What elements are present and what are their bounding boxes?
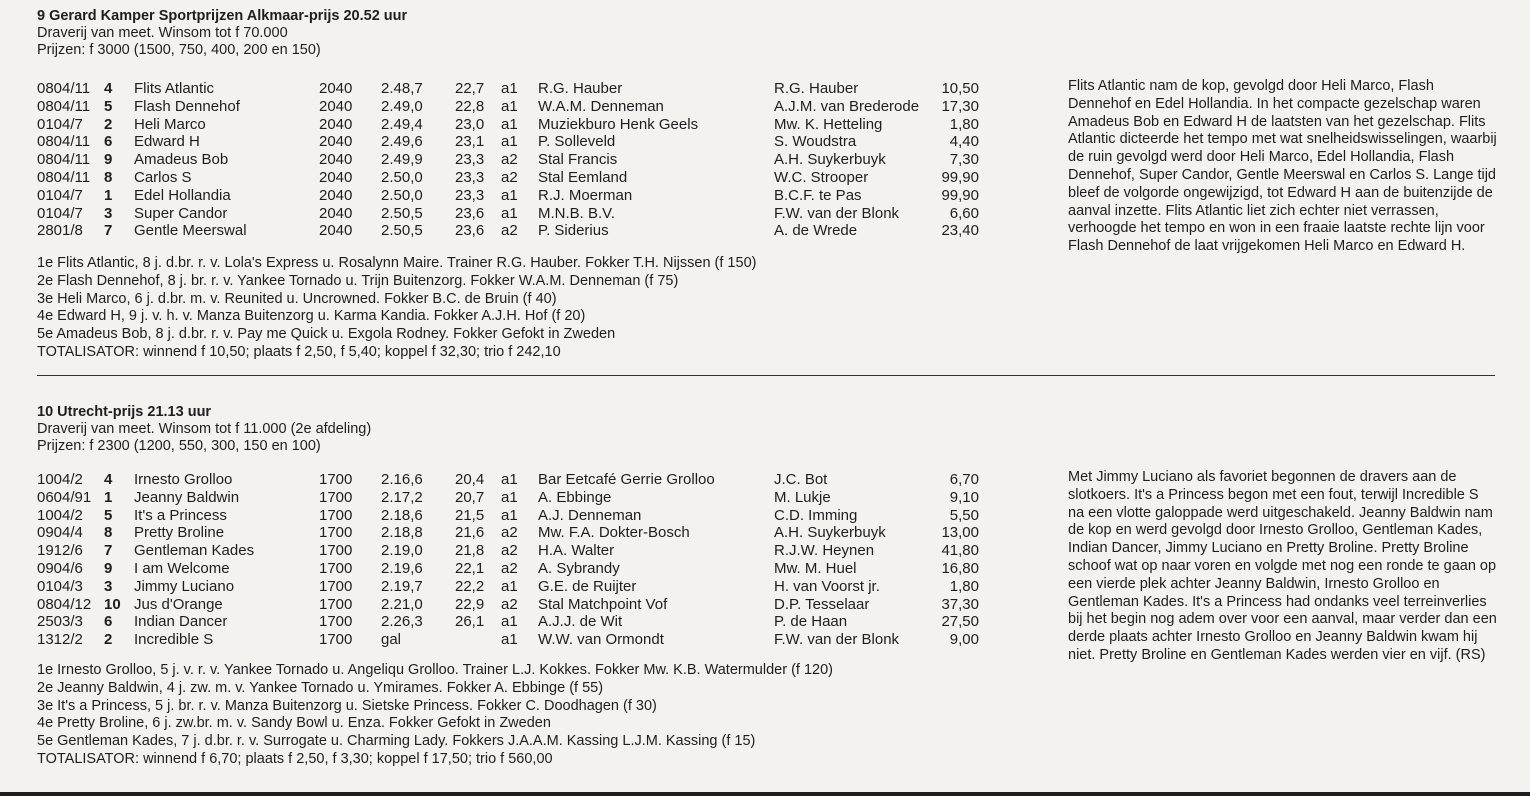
cell-cls: a2 [501,542,518,560]
cell-owner: R.J. Moerman [538,186,633,204]
cell-num: 2 [104,631,113,649]
cell-horse: Jus d'Orange [134,595,223,613]
race-section-9 [37,8,1497,360]
cell-horse: Gentle Meerswal [134,222,247,240]
cell-cls: a2 [501,222,518,240]
cell-code: 0804/11 [37,151,91,169]
cell-horse: Jeanny Baldwin [134,488,240,506]
cell-odds: 1,80 [949,115,979,133]
table-row [37,187,979,205]
table-row [37,151,979,169]
cell-odds: 16,80 [941,559,979,577]
cell-time: 2.49,0 [381,97,423,115]
table-row [37,205,979,223]
result-line: 4e Pretty Broline, 6 j. zw.br. m. v. Sandy Bowl u. Enza. Fokker Gefokt in Zweden [37,715,551,732]
cell-trainer: C.D. Imming [774,506,858,524]
cell-code: 1004/2 [37,506,83,524]
cell-num: 5 [104,97,113,115]
cell-trainer: Mw. M. Huel [774,559,857,577]
cell-trainer: Mw. K. Hetteling [774,115,883,133]
cell-trainer: S. Woudstra [774,133,857,151]
cell-time: 2.16,6 [381,471,423,488]
cell-odds: 1,80 [949,577,979,595]
cell-num: 1 [104,488,113,506]
result-line: 3e It's a Princess, 5 j. br. r. v. Manza Buitenzorg u. Sietske Princess. Fokker C. Doodhagen (f 30) [37,697,657,714]
cell-time: 2.21,0 [381,595,423,613]
cell-dist: 1700 [319,524,353,542]
result-line: TOTALISATOR: winnend f 6,70; plaats f 2,50, f 3,30; koppel f 17,50; trio f 560,00 [37,750,553,767]
cell-dist: 1700 [319,595,353,613]
cell-code: 1912/6 [37,542,83,560]
cell-time: 2.19,0 [381,542,423,560]
page-bottom-edge [0,792,1530,796]
cell-speed: 26,1 [455,613,485,631]
cell-code: 0104/3 [37,577,83,595]
cell-trainer: J.C. Bot [774,471,828,488]
cell-time: 2.49,9 [381,151,423,169]
cell-dist: 2040 [319,97,353,115]
race-conditions: Draverij van meet. Winsom tot f 70.000 [37,25,288,41]
cell-horse: Pretty Broline [134,524,225,542]
cell-owner: W.W. van Ormondt [538,631,664,649]
cell-owner: G.E. de Ruijter [538,577,637,595]
cell-speed: 22,9 [455,595,485,613]
cell-odds: 27,50 [941,613,979,631]
race-commentary: Met Jimmy Luciano als favoriet begonnen de dravers aan de slotkoers. It's a Princess begon met een fout, terwijl Incredible S na een vlotte galoppade werd uitgeschakeld. Jeanny Baldwin nam de kop en werd gevolgd door Irnesto Grolloo, Gentleman Kades, Indian Dancer, Jimmy Luciano en Pretty Broline. Pretty Broline schoof wat op naar voren en volgde met nog een ronde te gaan op een vierde plek achter Jeanny Baldwin, Irnesto Grolloo en Gentleman Kades. It's a Princess had ondanks veel terreinverlies bij het begin nog adem over voor een aanval, maar verder dan een derde plaats achter Irnesto Grolloo en Jeanny Baldwin kwam hij niet. Pretty Broline en Gentleman Kades werden vier en vijf. (RS) [1068,469,1497,663]
cell-horse: Jimmy Luciano [134,577,235,595]
cell-time: 2.48,7 [381,80,423,97]
table-row [37,524,979,542]
cell-owner: A.J. Denneman [538,506,642,524]
cell-dist: 1700 [319,613,353,631]
table-row [37,80,979,98]
cell-num: 10 [104,595,121,613]
table-row [37,631,979,649]
cell-odds: 5,50 [949,506,979,524]
cell-time: 2.19,7 [381,577,423,595]
cell-trainer: M. Lukje [774,488,831,506]
cell-owner: W.A.M. Denneman [538,97,664,115]
cell-trainer: A.H. Suykerbuyk [774,151,886,169]
result-line: 1e Irnesto Grolloo, 5 j. v. r. v. Yankee Tornado u. Angeliqu Grolloo. Trainer L.J. Kokkes. Fokker Mw. K.B. Watermulder (f 120) [37,662,833,678]
cell-speed: 23,1 [455,133,485,151]
cell-owner: Stal Eemland [538,168,628,186]
cell-cls: a1 [501,631,518,649]
cell-code: 0804/11 [37,97,91,115]
cell-owner: R.G. Hauber [538,80,623,97]
cell-dist: 2040 [319,115,353,133]
cell-cls: a2 [501,151,518,169]
cell-horse: Heli Marco [134,115,206,133]
cell-dist: 1700 [319,471,353,488]
cell-trainer: F.W. van der Blonk [774,631,900,649]
cell-horse: Gentleman Kades [134,542,255,560]
race-title: 9 Gerard Kamper Sportprijzen Alkmaar-prijs 20.52 uur [37,8,408,24]
cell-speed: 23,3 [455,186,485,204]
cell-dist: 2040 [319,186,353,204]
cell-code: 2801/8 [37,222,83,240]
cell-trainer: F.W. van der Blonk [774,204,900,222]
cell-dist: 1700 [319,577,353,595]
cell-cls: a2 [501,524,518,542]
cell-odds: 9,00 [949,631,979,649]
race-prizes: Prijzen: f 2300 (1200, 550, 300, 150 en 100) [37,437,321,454]
cell-code: 1312/2 [37,631,83,649]
cell-speed: 22,1 [455,559,485,577]
cell-num: 9 [104,559,113,577]
result-line: 4e Edward H, 9 j. v. h. v. Manza Buitenzorg u. Karma Kandia. Fokker A.J.H. Hof (f 20) [37,308,586,325]
cell-code: 0104/7 [37,204,83,222]
cell-cls: a2 [501,559,518,577]
cell-odds: 4,40 [949,133,979,151]
cell-horse: Flash Dennehof [134,97,240,115]
cell-code: 0104/7 [37,115,83,133]
cell-trainer: R.G. Hauber [774,80,859,97]
cell-dist: 2040 [319,204,353,222]
table-row [37,471,979,489]
cell-dist: 1700 [319,488,353,506]
cell-odds: 99,90 [941,168,979,186]
cell-speed: 23,3 [455,151,485,169]
result-line: 5e Gentleman Kades, 7 j. d.br. r. v. Surrogate u. Charming Lady. Fokkers J.A.A.M. Kassing L.J.M. Kassing (f 15) [37,733,756,750]
cell-time: gal [381,631,402,649]
cell-horse: I am Welcome [134,559,230,577]
result-line: 3e Heli Marco, 6 j. d.br. m. v. Reunited u. Uncrowned. Fokker B.C. de Bruin (f 40) [37,290,557,307]
cell-horse: It's a Princess [134,506,227,524]
cell-cls: a1 [501,97,518,115]
cell-trainer: A. de Wrede [774,222,858,240]
cell-num: 7 [104,222,113,240]
cell-dist: 2040 [319,80,353,97]
result-line: 1e Flits Atlantic, 8 j. d.br. r. v. Lola's Express u. Rosalynn Maire. Trainer R.G. Hauber. Fokker T.H. Nijssen (f 150) [37,255,757,271]
cell-speed: 23,3 [455,168,485,186]
cell-trainer: R.J.W. Heynen [774,542,875,560]
cell-horse: Super Candor [134,204,228,222]
cell-speed: 22,2 [455,577,485,595]
cell-cls: a1 [501,613,518,631]
cell-time: 2.49,4 [381,115,423,133]
cell-dist: 1700 [319,631,353,649]
table-row [37,116,979,134]
cell-speed: 23,6 [455,222,485,240]
cell-odds: 17,30 [941,97,979,115]
cell-num: 2 [104,115,113,133]
cell-odds: 23,40 [941,222,979,240]
cell-code: 0104/7 [37,186,83,204]
cell-time: 2.50,5 [381,204,423,222]
cell-trainer: D.P. Tesselaar [774,595,870,613]
cell-time: 2.18,6 [381,506,423,524]
cell-dist: 1700 [319,506,353,524]
cell-cls: a2 [501,595,518,613]
cell-code: 0604/91 [37,488,92,506]
race-title: 10 Utrecht-prijs 21.13 uur [37,404,212,420]
entries-table [37,80,979,240]
cell-trainer: B.C.F. te Pas [774,186,862,204]
result-line: TOTALISATOR: winnend f 10,50; plaats f 2,50, f 5,40; koppel f 32,30; trio f 242,10 [37,343,561,360]
cell-cls: a1 [501,577,518,595]
section-divider [37,375,1495,376]
result-line: 2e Jeanny Baldwin, 4 j. zw. m. v. Yankee Tornado u. Ymirames. Fokker A. Ebbinge (f 55) [37,679,604,696]
table-row [37,578,979,596]
cell-num: 1 [104,186,113,204]
race-commentary: Flits Atlantic nam de kop, gevolgd door Heli Marco, Flash Dennehof en Edel Hollandia. In het compacte gezelschap waren Amadeus Bob en Edward H de laatsten van het gezelschap. Flits Atlantic dicteerde het tempo met wat snelheidswisselingen, waarbij de ruin gevolgd werd door Heli Marco, Edel Hollandia, Flash Dennehof, Super Candor, Gentle Meerswal en Carlos S. Lange tijd bleef de volgorde ongewijzigd, tot Edward H aan de buitenzijde de aanval inzette. Flits Atlantic liet zich echter niet verrassen, verhoogde het tempo en won in een fraaie laatste rechte lijn voor Flash Dennehof de laat vrijgekomen Heli Marco en Edward H. [1068,78,1497,255]
cell-time: 2.49,6 [381,133,423,151]
cell-horse: Flits Atlantic [134,80,215,97]
race-section-10 [37,404,1497,767]
table-row [37,613,979,631]
cell-trainer: P. de Haan [774,613,848,631]
cell-odds: 10,50 [941,80,979,97]
cell-num: 4 [104,471,113,488]
table-row [37,542,979,560]
cell-trainer: W.C. Strooper [774,168,869,186]
cell-code: 0904/4 [37,524,83,542]
cell-owner: Stal Matchpoint Vof [538,595,668,613]
cell-horse: Carlos S [134,168,192,186]
table-row [37,507,979,525]
cell-speed: 23,6 [455,204,485,222]
cell-code: 2503/3 [37,613,83,631]
cell-speed: 21,8 [455,542,485,560]
cell-dist: 2040 [319,222,353,240]
cell-num: 6 [104,133,113,151]
race-prizes: Prijzen: f 3000 (1500, 750, 400, 200 en 150) [37,41,321,58]
cell-speed: 20,4 [455,471,485,488]
cell-cls: a1 [501,186,518,204]
cell-owner: Stal Francis [538,151,618,169]
cell-speed: 21,5 [455,506,485,524]
cell-code: 0804/11 [37,168,91,186]
cell-code: 0904/6 [37,559,83,577]
cell-time: 2.50,0 [381,186,423,204]
cell-code: 0804/12 [37,595,92,613]
table-row [37,98,979,116]
table-row [37,169,979,187]
cell-code: 1004/2 [37,471,83,488]
cell-trainer: H. van Voorst jr. [774,577,880,595]
cell-horse: Indian Dancer [134,613,228,631]
result-line: 2e Flash Dennehof, 8 j. br. r. v. Yankee Tornado u. Trijn Buitenzorg. Fokker W.A.M. Denneman (f 75) [37,272,679,289]
cell-cls: a1 [501,80,518,97]
cell-speed: 20,7 [455,488,485,506]
cell-dist: 1700 [319,559,353,577]
cell-time: 2.50,5 [381,222,423,240]
cell-odds: 41,80 [941,542,979,560]
cell-speed: 22,8 [455,97,485,115]
cell-odds: 37,30 [941,595,979,613]
table-row [37,489,979,507]
cell-cls: a1 [501,133,518,151]
cell-num: 8 [104,168,113,186]
cell-cls: a1 [501,204,518,222]
cell-cls: a1 [501,506,518,524]
cell-horse: Incredible S [134,631,214,649]
result-line: 5e Amadeus Bob, 8 j. d.br. r. v. Pay me Quick u. Exgola Rodney. Fokker Gefokt in Zweden [37,326,616,343]
cell-horse: Amadeus Bob [134,151,229,169]
cell-time: 2.26,3 [381,613,423,631]
cell-num: 3 [104,577,113,595]
cell-cls: a1 [501,115,518,133]
cell-time: 2.18,8 [381,524,423,542]
cell-dist: 2040 [319,151,353,169]
cell-owner: Bar Eetcafé Gerrie Grolloo [538,471,715,488]
cell-dist: 1700 [319,542,353,560]
results-list [37,255,756,362]
cell-speed: 23,0 [455,115,485,133]
cell-num: 8 [104,524,113,542]
cell-dist: 2040 [319,133,353,151]
cell-num: 9 [104,151,113,169]
cell-owner: A. Ebbinge [538,488,612,506]
cell-num: 5 [104,506,113,524]
cell-code: 0804/11 [37,133,91,151]
cell-owner: H.A. Walter [538,542,615,560]
cell-code: 0804/11 [37,80,91,97]
table-row [37,133,979,151]
cell-speed: 21,6 [455,524,485,542]
cell-cls: a2 [501,168,518,186]
cell-speed [455,631,501,649]
cell-num: 7 [104,542,113,560]
cell-cls: a1 [501,471,518,488]
table-row [37,222,979,240]
cell-odds: 99,90 [941,186,979,204]
table-row [37,560,979,578]
cell-owner: Mw. F.A. Dokter-Bosch [538,524,690,542]
cell-time: 2.17,2 [381,488,423,506]
cell-num: 3 [104,204,113,222]
cell-trainer: A.J.M. van Brederode [774,97,920,115]
cell-dist: 2040 [319,168,353,186]
cell-odds: 6,60 [949,204,979,222]
cell-horse: Edel Hollandia [134,186,231,204]
cell-owner: A.J.J. de Wit [538,613,623,631]
cell-odds: 7,30 [949,151,979,169]
table-row [37,596,979,614]
cell-num: 4 [104,80,113,97]
cell-owner: P. Siderius [538,222,609,240]
cell-owner: A. Sybrandy [538,559,620,577]
cell-cls: a1 [501,488,518,506]
cell-odds: 9,10 [949,488,979,506]
cell-odds: 6,70 [949,471,979,488]
cell-owner: M.N.B. B.V. [538,204,615,222]
cell-trainer: A.H. Suykerbuyk [774,524,886,542]
cell-odds: 13,00 [941,524,979,542]
cell-owner: P. Solleveld [538,133,616,151]
race-conditions: Draverij van meet. Winsom tot f 11.000 (2e afdeling) [37,421,372,437]
cell-owner: Muziekburo Henk Geels [538,115,699,133]
cell-horse: Irnesto Grolloo [134,471,233,488]
cell-speed: 22,7 [455,80,485,97]
results-list [37,662,833,769]
cell-horse: Edward H [134,133,200,151]
cell-num: 6 [104,613,113,631]
cell-time: 2.50,0 [381,168,423,186]
cell-time: 2.19,6 [381,559,423,577]
entries-table [37,471,979,649]
